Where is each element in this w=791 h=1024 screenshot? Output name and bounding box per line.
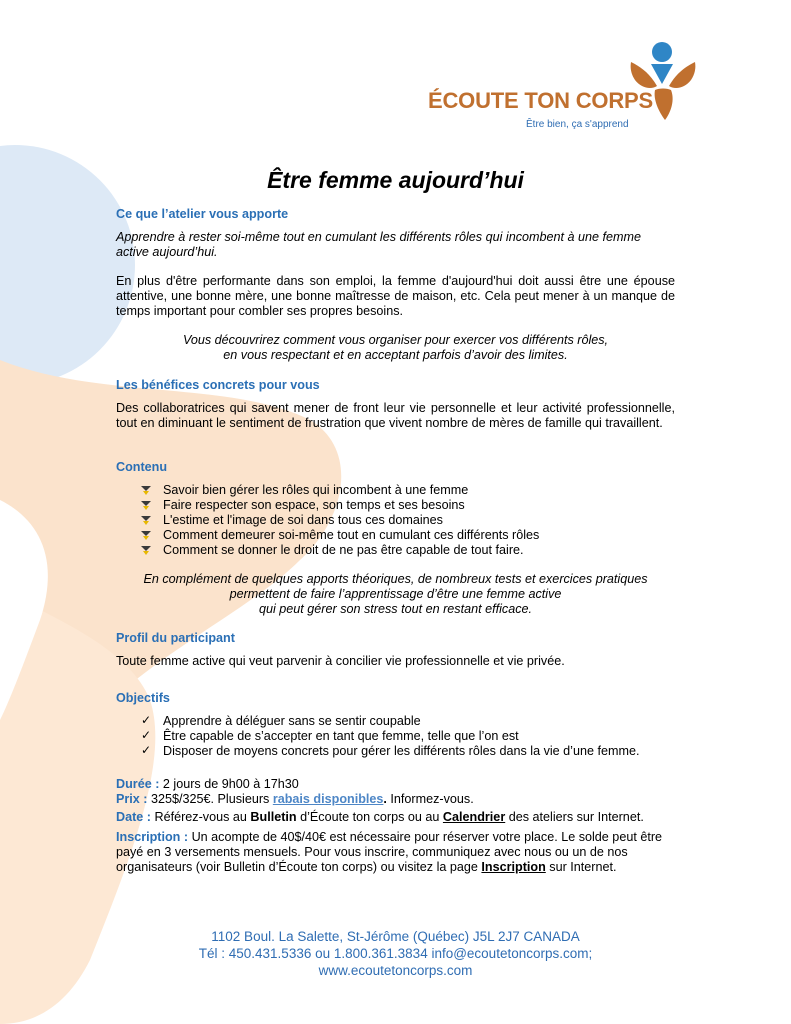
benefices-paragraph: Des collaboratrices qui savent mener de front leur vie personnelle et leur activité professionnelle, tout en diminuant le sentiment de frustration que vivent nombre de mères de famille qui travaillent. — [116, 401, 675, 430]
inscription-paragraph: Inscription : Un acompte de 40$/40€ est nécessaire pour réserver votre place. Le solde peut être payé en 3 versements mensuels. Pour vous inscrire, communiquez avec nous ou un de nos organisateurs (voir Bulletin d’Écoute ton corps) ou visitez la page Inscription sur Internet. — [116, 830, 663, 874]
logo-name: ÉCOUTE TON CORPS — [428, 88, 653, 113]
duree-label: Durée : — [116, 777, 160, 791]
contenu-note-line-3: qui peut gérer son stress tout en restant efficace. — [258, 602, 533, 616]
footer-address: 1102 Boul. La Salette, St-Jérôme (Québec) J5L 2J7 CANADA — [211, 929, 580, 944]
date-line: Date : Référez-vous au Bulletin d’Écoute ton corps ou au Calendrier des ateliers sur Internet. — [116, 810, 644, 824]
list-item: Comment se donner le droit de ne pas être capable de tout faire. — [141, 543, 675, 558]
checkmark-icon: ✓ — [141, 728, 152, 742]
checkmark-icon: ✓ — [141, 713, 152, 727]
heading-objectifs: Objectifs — [116, 691, 170, 705]
prix-label: Prix : — [116, 792, 148, 806]
bullet-arrow-icon — [141, 516, 151, 525]
quote-line-2: en vous respectant et en acceptant parfois d’avoir des limites. — [223, 348, 568, 362]
calendrier-link[interactable]: Calendrier — [442, 810, 506, 824]
bullet-arrow-icon — [141, 486, 151, 495]
rabais-link[interactable]: rabais disponibles — [272, 792, 384, 806]
logo-tagline: Être bien, ça s'apprend — [526, 119, 629, 130]
bullet-arrow-icon — [141, 531, 151, 540]
heading-benefices: Les bénéfices concrets pour vous — [116, 378, 320, 392]
date-label: Date : — [116, 810, 151, 824]
logo — [426, 40, 696, 130]
checkmark-icon: ✓ — [141, 743, 152, 757]
contenu-list — [141, 483, 675, 558]
contenu-note-line-1: En complément de quelques apports théoriques, de nombreux tests et exercices pratiques — [143, 572, 648, 586]
bulletin-text: Bulletin — [250, 810, 297, 824]
duree-line — [116, 777, 675, 792]
contenu-note-line-2: permettent de faire l’apprentissage d’être une femme active — [229, 587, 562, 601]
heading-contenu: Contenu — [116, 460, 168, 474]
footer-website[interactable]: www.ecoutetoncorps.com — [318, 963, 473, 978]
list-item: ✓ Être capable de s’accepter en tant que femme, telle que l’on est — [141, 728, 519, 743]
bullet-arrow-icon — [141, 501, 151, 510]
list-item: ✓ Apprendre à déléguer sans se sentir coupable — [141, 713, 421, 728]
list-item: Faire respecter son espace, son temps et ses besoins — [141, 498, 675, 513]
page-title: Être femme aujourd’hui — [267, 167, 524, 193]
footer-contact: Tél : 450.431.5336 ou 1.800.361.3834 info@ecoutetoncorps.com; — [198, 946, 593, 961]
list-item: Savoir bien gérer les rôles qui incombent à une femme — [141, 483, 675, 498]
list-item: ✓ Disposer de moyens concrets pour gérer les différents rôles dans la vie d’une femme. — [141, 743, 640, 758]
heading-atelier: Ce que l’atelier vous apporte — [116, 207, 289, 221]
inscription-label: Inscription : — [116, 830, 189, 844]
inscription-link[interactable]: Inscription — [481, 860, 546, 874]
list-item: L'estime et l'image de soi dans tous ces domaines — [141, 513, 675, 528]
intro-paragraph: En plus d'être performante dans son emploi, la femme d'aujourd'hui doit aussi être une épouse attentive, une bonne mère, une bonne maîtresse de maison, etc. Cela peut mener à un manque de temps important pour combler ses propres besoins. — [116, 274, 675, 318]
duree-value: 2 jours de 9h00 à 17h30 — [159, 777, 299, 791]
quote-line-1: Vous découvrirez comment vous organiser pour exercer vos différents rôles, — [182, 333, 609, 347]
heading-profil: Profil du participant — [116, 631, 235, 645]
profil-paragraph: Toute femme active qui veut parvenir à concilier vie professionnelle et vie privée. — [116, 654, 565, 668]
prix-line: Prix : 325$/325€. Plusieurs rabais disponibles. Informez-vous. — [116, 792, 474, 806]
bullet-arrow-icon — [141, 546, 151, 555]
intro-italic: Apprendre à rester soi-même tout en cumulant les différents rôles qui incombent à une femme active aujourd’hui. — [116, 230, 642, 259]
objectifs-list — [141, 714, 675, 759]
list-item: Comment demeurer soi-même tout en cumulant ces différents rôles — [141, 528, 675, 543]
